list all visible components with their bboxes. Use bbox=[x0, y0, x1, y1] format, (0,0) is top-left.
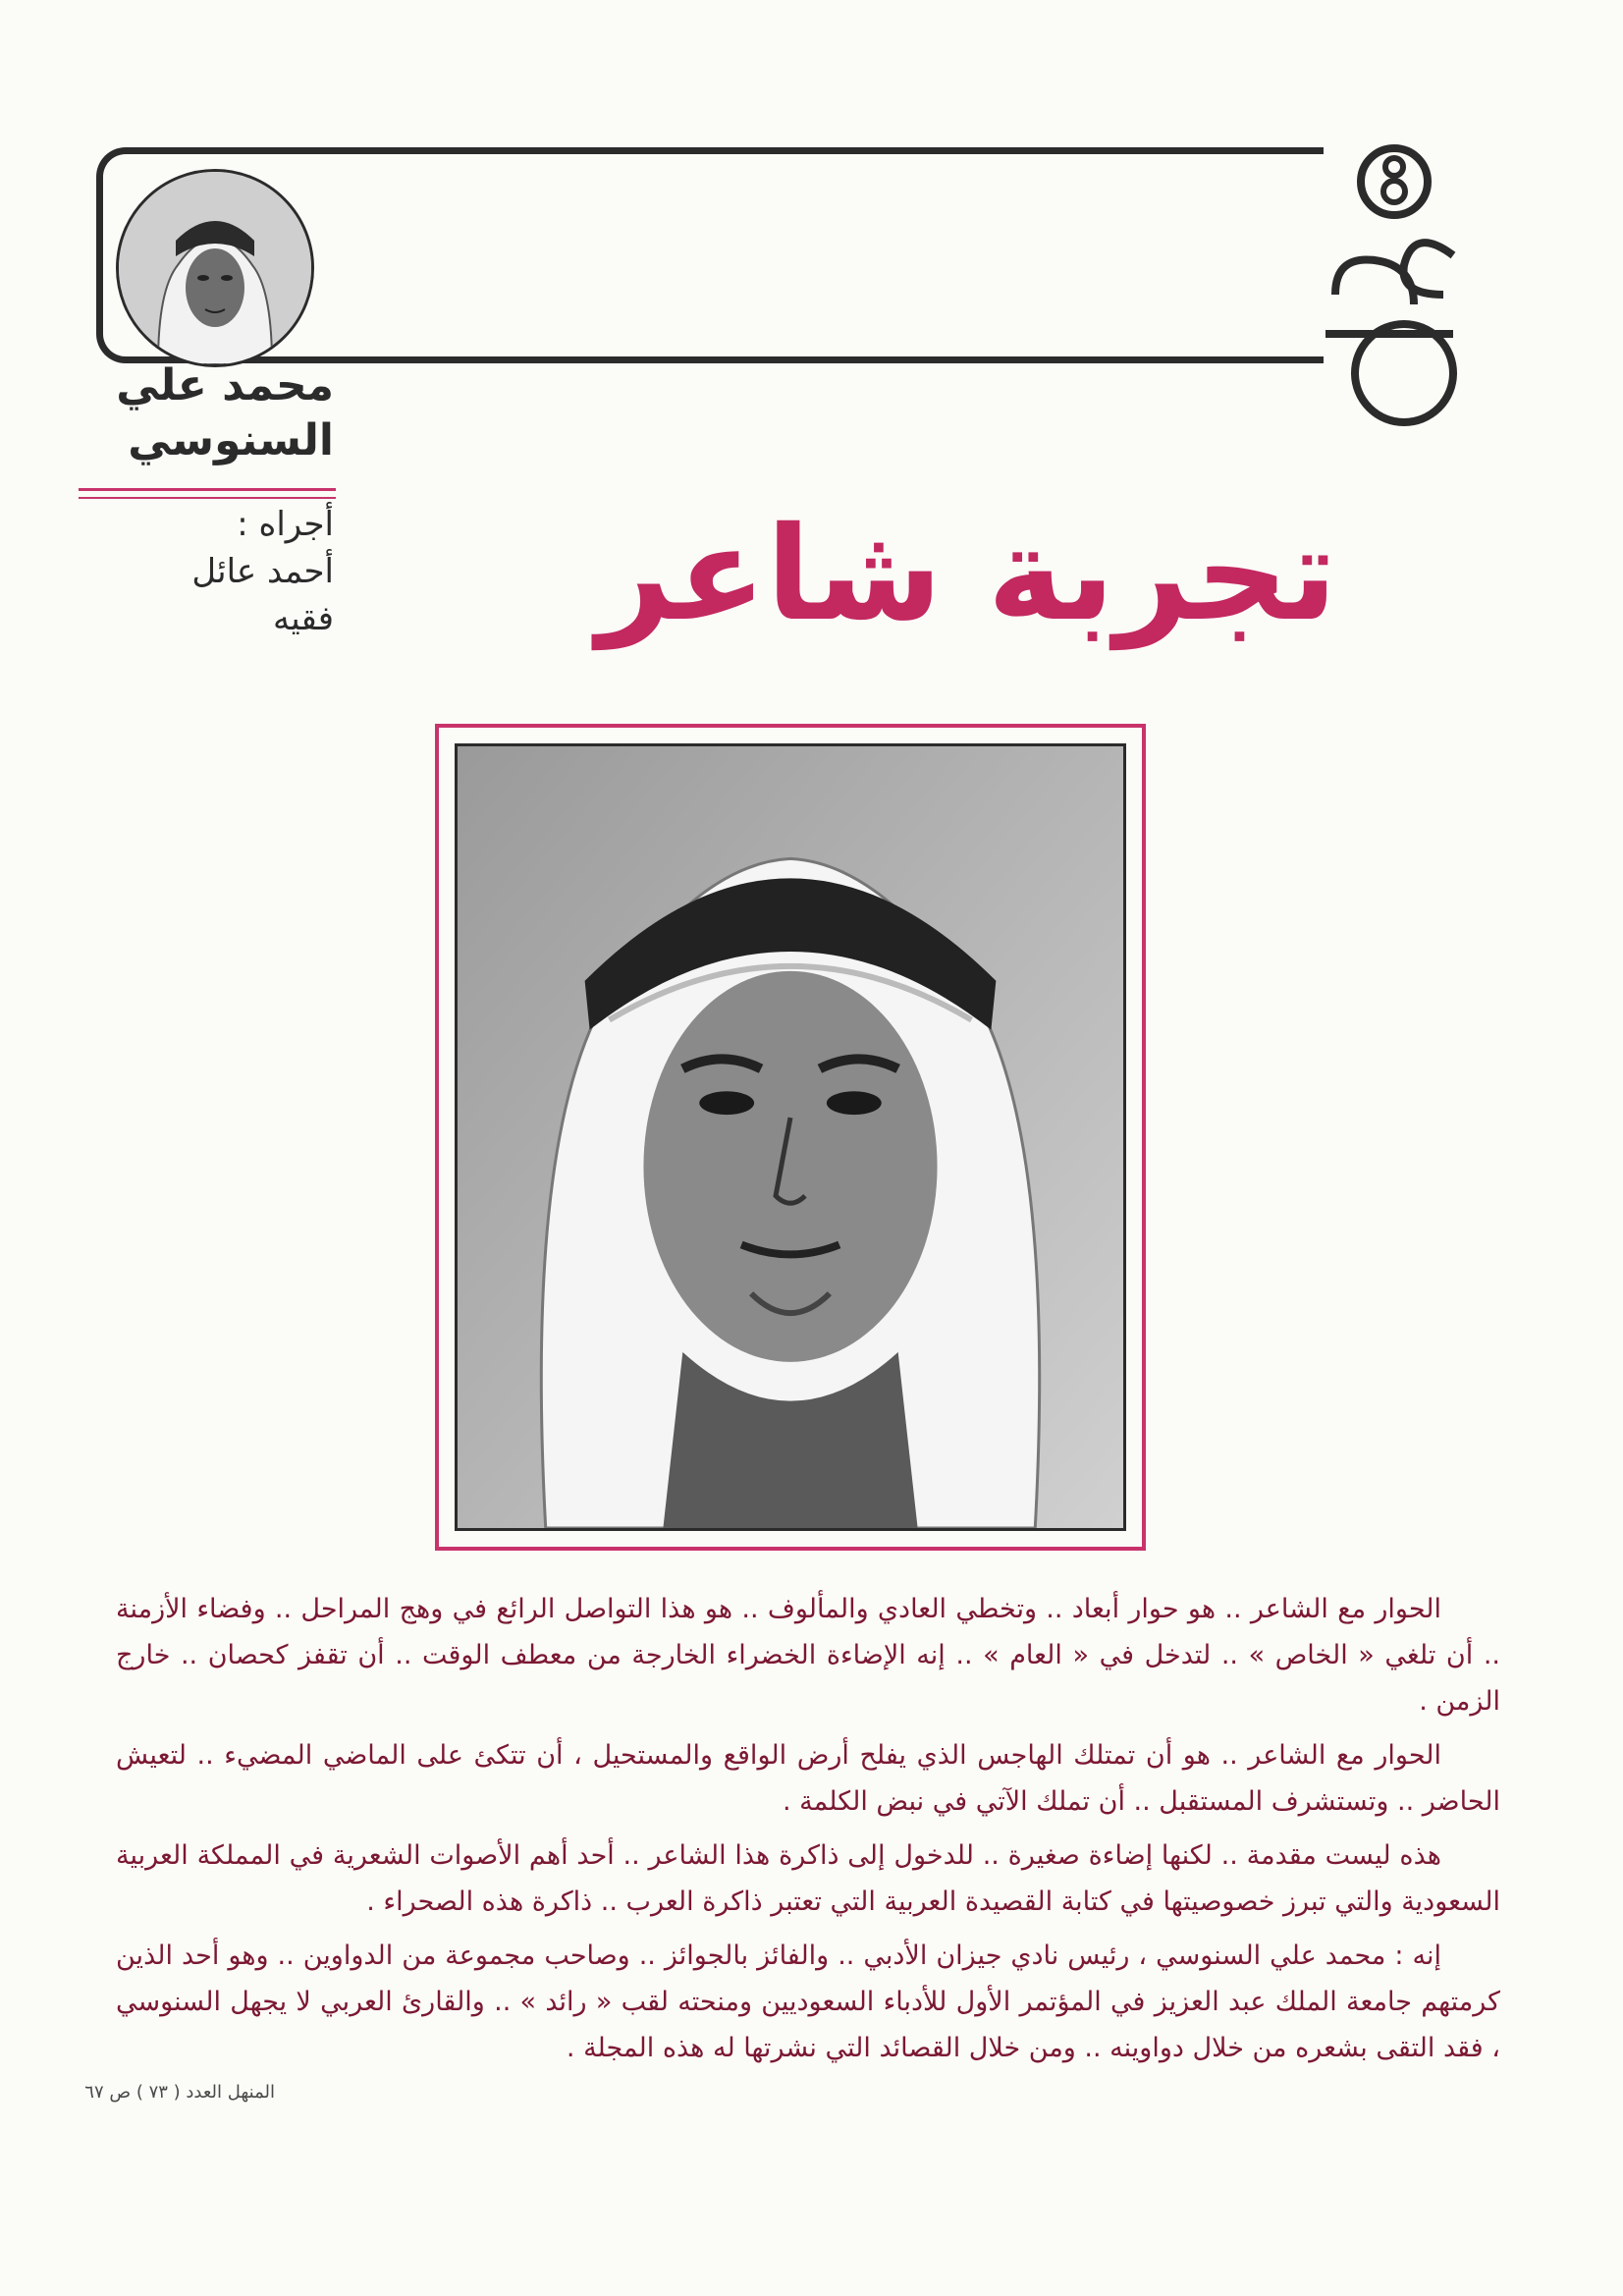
interview-credit bbox=[79, 501, 334, 642]
portrait-photo-frame bbox=[435, 724, 1146, 1551]
credit-label: أجراه : bbox=[237, 505, 334, 544]
divider bbox=[79, 488, 336, 499]
poet-name bbox=[98, 358, 334, 468]
credit-name-line1: أحمد عائل bbox=[191, 552, 334, 591]
poet-name-line2: السنوسي bbox=[128, 415, 334, 465]
portrait-photo bbox=[455, 743, 1126, 1531]
article-body bbox=[116, 1586, 1500, 2079]
paragraph: الحوار مع الشاعر .. هو أن تمتلك الهاجس الذي يفلح أرض الواقع والمستحيل ، أن تتكئ على الماضي المضيء .. لتعيش الحاضر .. وتستشرف المستقبل .. أن تملك الآتي في نبض الكلمة . bbox=[116, 1740, 1500, 1817]
section-logo bbox=[1306, 137, 1483, 432]
paragraph: هذه ليست مقدمة .. لكنها إضاءة صغيرة .. للدخول إلى ذاكرة هذا الشاعر .. أحد أهم الأصوات الشعرية في المملكة العربية السعودية والتي تبرز خصوصيتها في كتابة القصيدة العربية التي تعتبر ذاكرة العرب .. ذاكرة هذه الصحراء . bbox=[116, 1840, 1500, 1917]
paragraph: الحوار مع الشاعر .. هو حوار أبعاد .. وتخطي العادي والمألوف .. هو هذا التواصل الرائع في وهج المراحل .. وفضاء الأزمنة .. أن تلغي « الخاص » .. لتدخل في « العام » .. إنه الإضاءة الخضراء الخارجة من معطف الوقت .. أن تقفز كحصان .. خارج الزمن . bbox=[116, 1594, 1500, 1717]
poet-name-line1: محمد علي bbox=[116, 360, 334, 410]
article-title: تجربة شاعر bbox=[596, 499, 1338, 650]
credit-name-line2: فقيه bbox=[273, 599, 334, 638]
paragraph: إنه : محمد علي السنوسي ، رئيس نادي جيزان الأدبي .. والفائز بالجوائز .. وصاحب مجموعة من الدواوين .. وهو أحد الذين كرمتهم جامعة الملك عبد العزيز في المؤتمر الأول للأدباء السعوديين ومنحته لقب « رائد » .. والقارئ العربي لا يجهل السنوسي ، فقد التقى بشعره من خلال دواوينه .. ومن خلال القصائد التي نشرتها له هذه المجلة . bbox=[116, 1941, 1500, 2063]
poet-thumbnail bbox=[116, 169, 314, 367]
page-footer: المنهل العدد ( ٧٣ ) ص ٦٧ bbox=[84, 2082, 275, 2103]
